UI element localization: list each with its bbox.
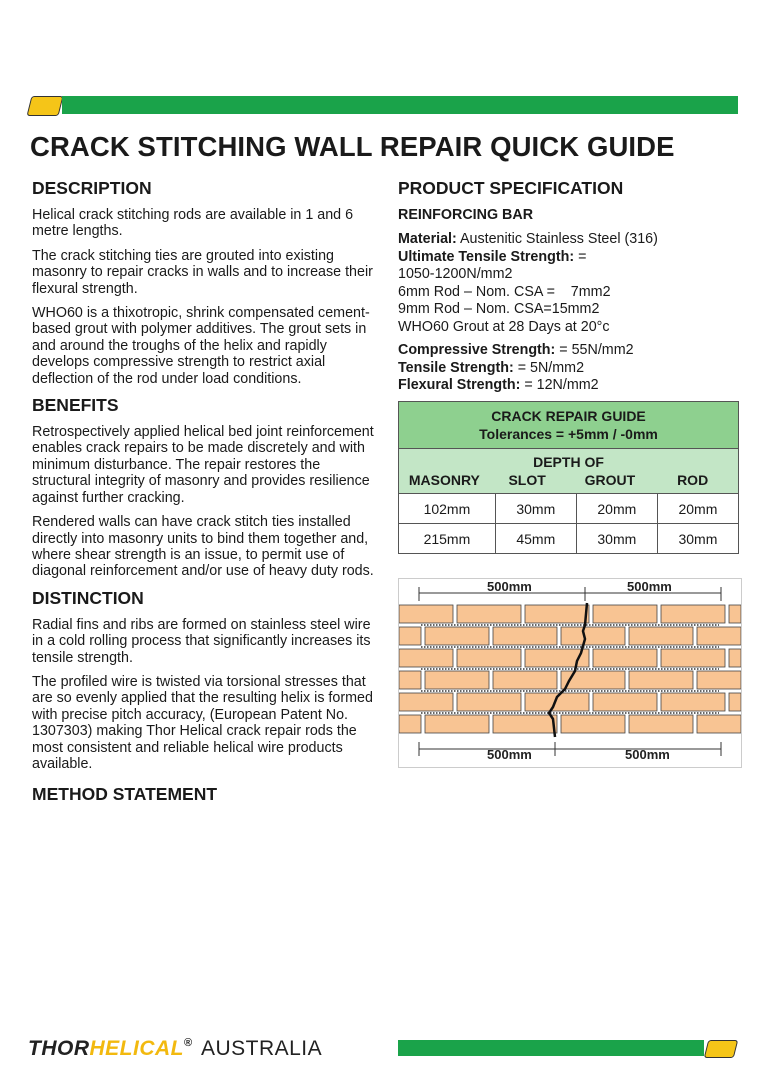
- top-banner: [26, 96, 738, 114]
- description-heading: DESCRIPTION: [32, 178, 152, 198]
- guide-title: CRACK REPAIR GUIDE: [491, 408, 646, 424]
- material-line: Material: Austenitic Stainless Steel (316): [398, 231, 658, 247]
- brick: [457, 693, 521, 711]
- description-paragraph: Helical crack stitching rods are available in 1 and 6 metre lengths.: [32, 207, 354, 240]
- distinction-heading: DISTINCTION: [32, 587, 144, 608]
- benefits-paragraph: Rendered walls can have crack stitch ties installed directly into masonry units to bind them together and, where shear strength is an issue, to permit use of diagonal reinforcement and/or use of heavy duty rods.: [32, 514, 374, 580]
- dimension-label: 500mm: [625, 747, 670, 762]
- brick: [593, 693, 657, 711]
- table-cell: 30mm: [576, 524, 657, 554]
- brick: [493, 715, 557, 733]
- rod-9mm-line: 9mm Rod – Nom. CSA=15mm2: [398, 301, 600, 317]
- grout-line: WHO60 Grout at 28 Days at 20°c: [398, 318, 610, 335]
- brick: [729, 605, 741, 623]
- table-cell: 30mm: [657, 524, 738, 554]
- benefits-section: [32, 395, 374, 580]
- dimension-top: [419, 579, 721, 601]
- bottom-banner: [398, 1040, 738, 1056]
- brick: [729, 693, 741, 711]
- brick: [661, 693, 725, 711]
- brick: [697, 627, 741, 645]
- brick-wall-diagram: [399, 579, 741, 767]
- brick: [399, 649, 453, 667]
- column-header: GROUT: [584, 472, 636, 488]
- brick: [629, 715, 693, 733]
- uts-line: Ultimate Tensile Strength: =: [398, 248, 587, 265]
- description-section: [32, 178, 374, 387]
- brick: [525, 605, 589, 623]
- banner-green-bar: [62, 96, 738, 114]
- flexural-line: Flexural Strength: = 12N/mm2: [398, 377, 599, 393]
- compressive-line: Compressive Strength: = 55N/mm2: [398, 342, 634, 358]
- brick: [729, 649, 741, 667]
- dimension-label: 500mm: [487, 747, 532, 762]
- brick: [399, 715, 421, 733]
- crack-stitch-diagram: [398, 578, 742, 768]
- brick: [425, 671, 489, 689]
- brick: [399, 671, 421, 689]
- brick: [399, 605, 453, 623]
- left-column: [32, 178, 374, 813]
- logo-australia: AUSTRALIA: [200, 1037, 323, 1060]
- brick: [661, 649, 725, 667]
- column-header: MASONRY: [408, 472, 480, 488]
- registered-mark: ®: [184, 1037, 193, 1049]
- description-paragraph: WHO60 is a thixotropic, shrink compensated cement-based grout with polymer additives. The grout sets in and around the troughs of the helix and rapidly develops compressive strength to restrict axial deflection of the rod under load conditions.: [32, 305, 370, 387]
- brick: [697, 715, 741, 733]
- crack-repair-guide-table: [398, 401, 739, 554]
- guide-header: [399, 402, 739, 449]
- dimension-label: 500mm: [627, 579, 672, 594]
- brick-courses: [399, 605, 741, 733]
- description-paragraph: The crack stitching ties are grouted into existing masonry to repair cracks in walls and to increase their flexural strength.: [32, 247, 373, 297]
- banner-green-bar: [398, 1040, 704, 1056]
- brick: [399, 627, 421, 645]
- table-cell: 30mm: [495, 494, 576, 524]
- page-title: CRACK STITCHING WALL REPAIR QUICK GUIDE: [30, 131, 675, 162]
- column-header: ROD: [677, 472, 709, 488]
- brick: [457, 605, 521, 623]
- depth-of-label: DEPTH OF: [533, 454, 604, 470]
- brick: [399, 693, 453, 711]
- brick: [629, 671, 693, 689]
- column-header: SLOT: [508, 472, 546, 488]
- thor-helical-logo: [28, 1037, 322, 1061]
- brick: [661, 605, 725, 623]
- table-cell: 102mm: [399, 494, 496, 524]
- brick: [561, 715, 625, 733]
- brick: [697, 671, 741, 689]
- logo-thor: THOR: [28, 1037, 90, 1060]
- table-row: [399, 524, 739, 554]
- rod-6mm-line: 6mm Rod – Nom. CSA = 7mm2: [398, 283, 611, 300]
- banner-yellow-tab: [704, 1040, 738, 1058]
- brick: [457, 649, 521, 667]
- table-cell: 20mm: [576, 494, 657, 524]
- table-row: [399, 494, 739, 524]
- reinforcing-bar-subheading: REINFORCING BAR: [398, 207, 534, 223]
- spec-heading: PRODUCT SPECIFICATION: [398, 178, 624, 198]
- brick: [561, 627, 625, 645]
- brick: [493, 671, 557, 689]
- uts-range: 1050-1200N/mm2: [398, 266, 513, 282]
- distinction-paragraph: Radial fins and ribs are formed on stainless steel wire in a cold rolling process that significantly increases its tensile strength.: [32, 616, 371, 666]
- table-cell: 20mm: [657, 494, 738, 524]
- banner-yellow-tab: [27, 96, 64, 116]
- brick: [629, 627, 693, 645]
- right-column: [398, 178, 740, 395]
- table-cell: 215mm: [399, 524, 496, 554]
- tensile-line: Tensile Strength: = 5N/mm2: [398, 359, 585, 376]
- distinction-section: [32, 588, 374, 773]
- dimension-bottom: [419, 742, 721, 762]
- dimension-label: 500mm: [487, 579, 532, 594]
- guide-column-headers: [399, 449, 739, 494]
- brick: [593, 649, 657, 667]
- benefits-paragraph: Retrospectively applied helical bed joint reinforcement enables crack repairs to be made discretely and with minimum disturbance. The repair restores the structural integrity of masonry and provides resilience against further cracking.: [32, 424, 374, 506]
- brick: [425, 627, 489, 645]
- guide-tolerances: Tolerances = +5mm / -0mm: [479, 426, 658, 442]
- brick: [425, 715, 489, 733]
- table-cell: 45mm: [495, 524, 576, 554]
- logo-helical: HELICAL: [89, 1037, 184, 1060]
- distinction-paragraph: The profiled wire is twisted via torsional stresses that are so evenly applied that the resulting helix is formed with precise pitch accuracy, (European Patent No. 1307303) making Thor Helical crack repair rods the most consistent and reliable helical wire products available.: [32, 673, 373, 772]
- brick: [493, 627, 557, 645]
- brick: [593, 605, 657, 623]
- method-statement-heading: METHOD STATEMENT: [32, 784, 218, 805]
- benefits-heading: BENEFITS: [32, 395, 119, 416]
